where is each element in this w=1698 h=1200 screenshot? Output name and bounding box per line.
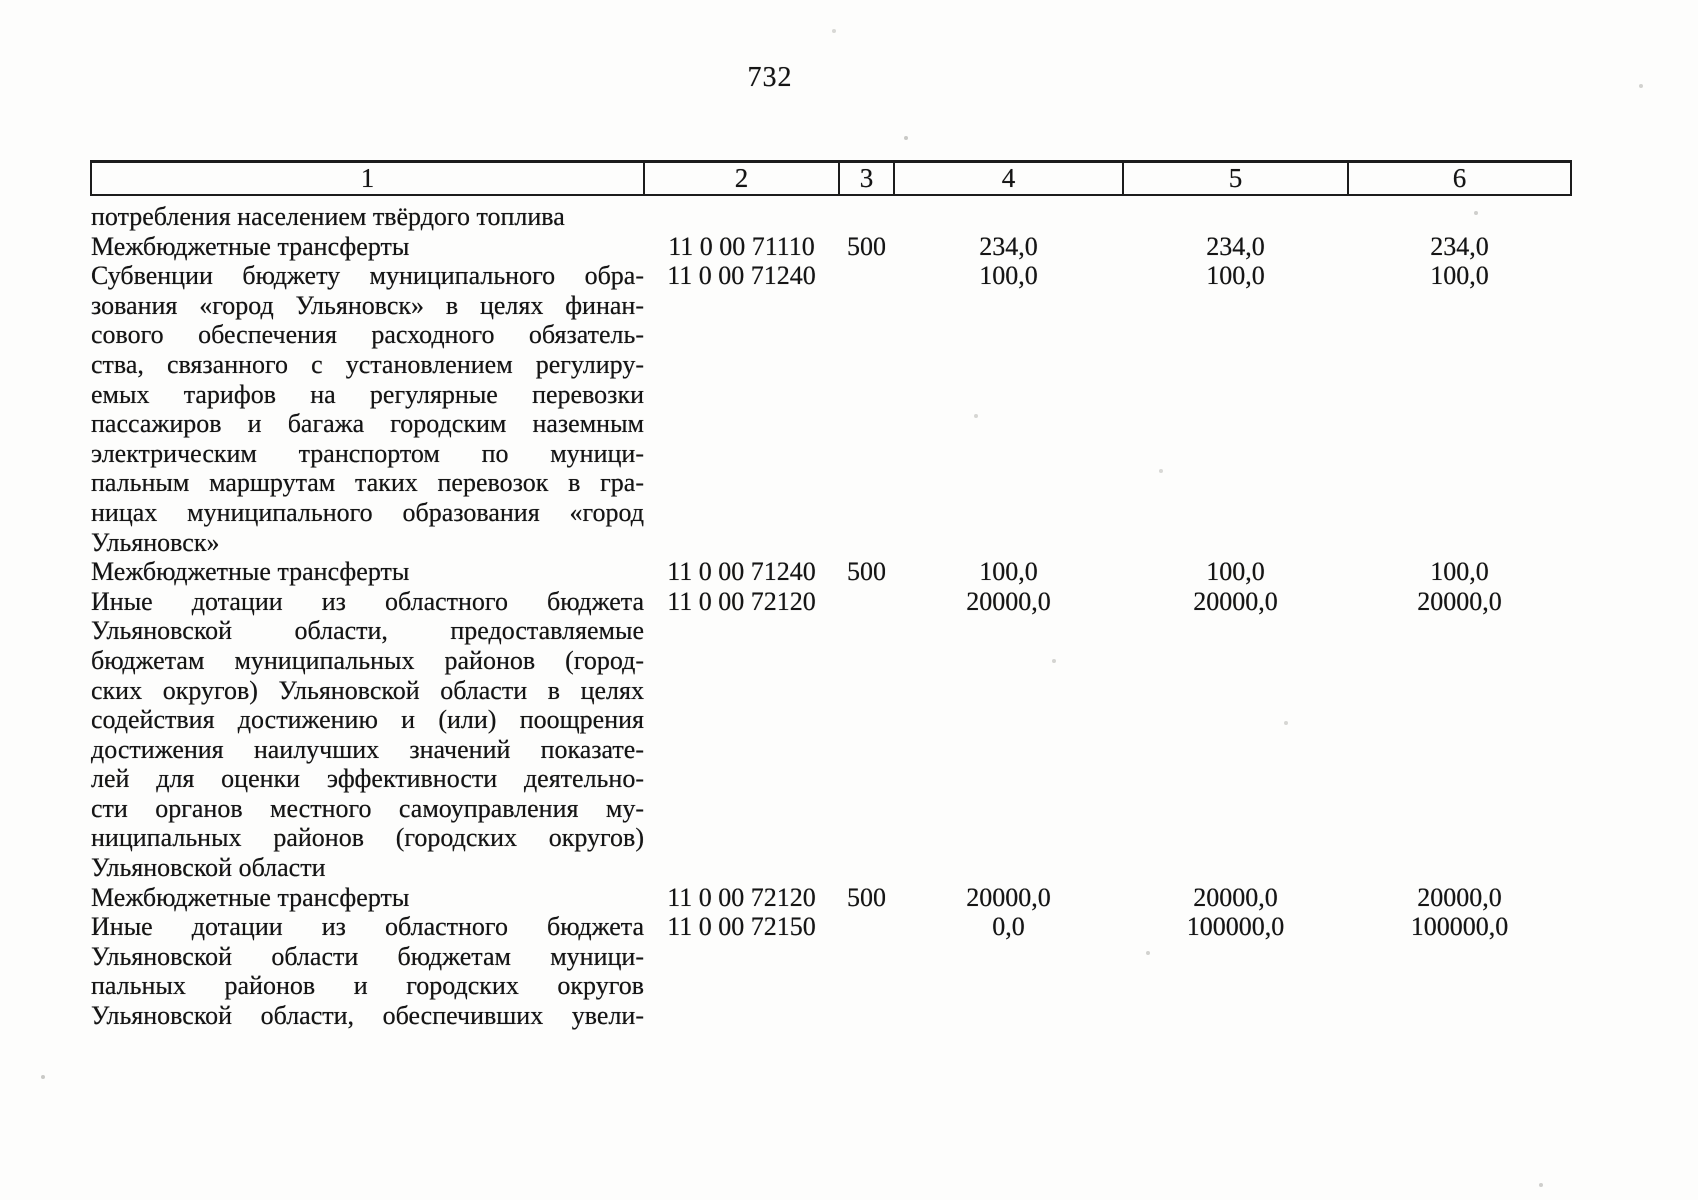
page-number: 732 xyxy=(747,62,793,93)
row-description xyxy=(91,557,644,587)
description-line: ниципальных районов (городских округов) xyxy=(91,823,644,853)
row-description xyxy=(91,261,644,557)
description-line: Ульяновской области xyxy=(91,853,326,883)
row-expense-type: 500 xyxy=(847,231,886,261)
column-header-6: 6 xyxy=(1348,162,1571,196)
column-header-4: 4 xyxy=(894,162,1123,196)
description-line: пальным маршрутам таких перевозок в гра- xyxy=(91,468,644,498)
row-amount-col4: 234,0 xyxy=(979,231,1038,261)
row-amount-col4: 20000,0 xyxy=(966,586,1051,616)
row-amount-col4: 100,0 xyxy=(979,261,1038,291)
row-expense-type: 500 xyxy=(847,557,886,587)
row-code: 11 0 00 72120 xyxy=(667,586,816,616)
row-expense-type xyxy=(839,261,894,557)
description-line: ницах муниципального образования «город xyxy=(91,497,644,527)
column-header-5: 5 xyxy=(1123,162,1348,196)
row-code: 11 0 00 71240 xyxy=(667,261,816,291)
row-description xyxy=(91,883,644,913)
row-expense-type xyxy=(839,587,894,883)
budget-table xyxy=(90,160,1572,1031)
row-code: 11 0 00 71240 xyxy=(667,557,816,587)
table-row xyxy=(91,912,1571,1030)
description-line: ства, связанного с установлением регулиру- xyxy=(91,349,644,379)
row-amount-col4: 100,0 xyxy=(979,557,1038,587)
description-line: Ульяновской области, предоставляемые xyxy=(91,616,644,646)
row-amount-col5: 100,0 xyxy=(1206,261,1265,291)
description-line: Межбюджетные трансферты xyxy=(91,557,410,587)
table-row xyxy=(91,195,1571,232)
row-expense-type xyxy=(839,195,894,232)
row-code: 11 0 00 72120 xyxy=(667,882,816,912)
table-row xyxy=(91,232,1571,262)
row-description xyxy=(91,195,644,232)
row-description xyxy=(91,587,644,883)
row-amount-col4 xyxy=(894,195,1123,232)
row-amount-col6: 100,0 xyxy=(1430,261,1489,291)
row-amount-col5: 234,0 xyxy=(1206,231,1265,261)
table-body xyxy=(91,195,1571,1031)
table-row xyxy=(91,557,1571,587)
row-amount-col6: 100,0 xyxy=(1430,557,1489,587)
row-expense-type xyxy=(839,912,894,1030)
description-line: электрическим транспортом по муници- xyxy=(91,438,644,468)
description-line: ских округов) Ульяновской области в целях xyxy=(91,675,644,705)
row-amount-col4: 0,0 xyxy=(992,912,1025,942)
row-code xyxy=(644,195,839,232)
description-line: Межбюджетные трансферты xyxy=(91,882,410,912)
description-line: Иные дотации из областного бюджета xyxy=(91,912,644,942)
table-row xyxy=(91,587,1571,883)
row-amount-col6: 234,0 xyxy=(1430,231,1489,261)
column-header-2: 2 xyxy=(644,162,839,196)
row-amount-col6: 20000,0 xyxy=(1417,586,1502,616)
row-amount-col5 xyxy=(1123,195,1348,232)
description-line: бюджетам муниципальных районов (город- xyxy=(91,645,644,675)
description-line: зования «город Ульяновск» в целях финан- xyxy=(91,290,644,320)
description-line: Ульяновск» xyxy=(91,527,220,557)
column-header-3: 3 xyxy=(839,162,894,196)
table-row xyxy=(91,261,1571,557)
description-line: Ульяновской области бюджетам муници- xyxy=(91,941,644,971)
description-line: сового обеспечения расходного обязатель- xyxy=(91,320,644,350)
description-line: Межбюджетные трансферты xyxy=(91,231,410,261)
row-code: 11 0 00 72150 xyxy=(667,912,816,942)
row-amount-col5: 100000,0 xyxy=(1186,912,1285,942)
row-amount-col5: 20000,0 xyxy=(1193,882,1278,912)
row-amount-col4: 20000,0 xyxy=(966,882,1051,912)
description-line: содействия достижению и (или) поощрения xyxy=(91,705,644,735)
description-line: достижения наилучших значений показате- xyxy=(91,734,644,764)
row-code: 11 0 00 71110 xyxy=(668,231,815,261)
table-row xyxy=(91,883,1571,913)
row-description xyxy=(91,912,644,1030)
row-description xyxy=(91,232,644,262)
description-line: пассажиров и багажа городским наземным xyxy=(91,409,644,439)
description-line: пальных районов и городских округов xyxy=(91,971,644,1001)
row-amount-col6: 20000,0 xyxy=(1417,882,1502,912)
column-header-1: 1 xyxy=(91,162,644,196)
table-header xyxy=(91,162,1571,196)
row-amount-col5: 100,0 xyxy=(1206,557,1265,587)
description-line: Ульяновской области, обеспечивших увели- xyxy=(91,1001,644,1031)
description-line: Иные дотации из областного бюджета xyxy=(91,586,644,616)
description-line: Субвенции бюджету муниципального обра- xyxy=(91,261,644,291)
table-header-row xyxy=(91,162,1571,196)
description-line: емых тарифов на регулярные перевозки xyxy=(91,379,644,409)
row-expense-type: 500 xyxy=(847,882,886,912)
scan-noise xyxy=(0,0,2,2)
row-amount-col6: 100000,0 xyxy=(1410,912,1509,942)
row-amount-col5: 20000,0 xyxy=(1193,586,1278,616)
row-amount-col6 xyxy=(1348,195,1571,232)
description-line: лей для оценки эффективности деятельно- xyxy=(91,764,644,794)
description-line: сти органов местного самоуправления му- xyxy=(91,793,644,823)
description-line: потребления населением твёрдого топлива xyxy=(91,202,565,231)
